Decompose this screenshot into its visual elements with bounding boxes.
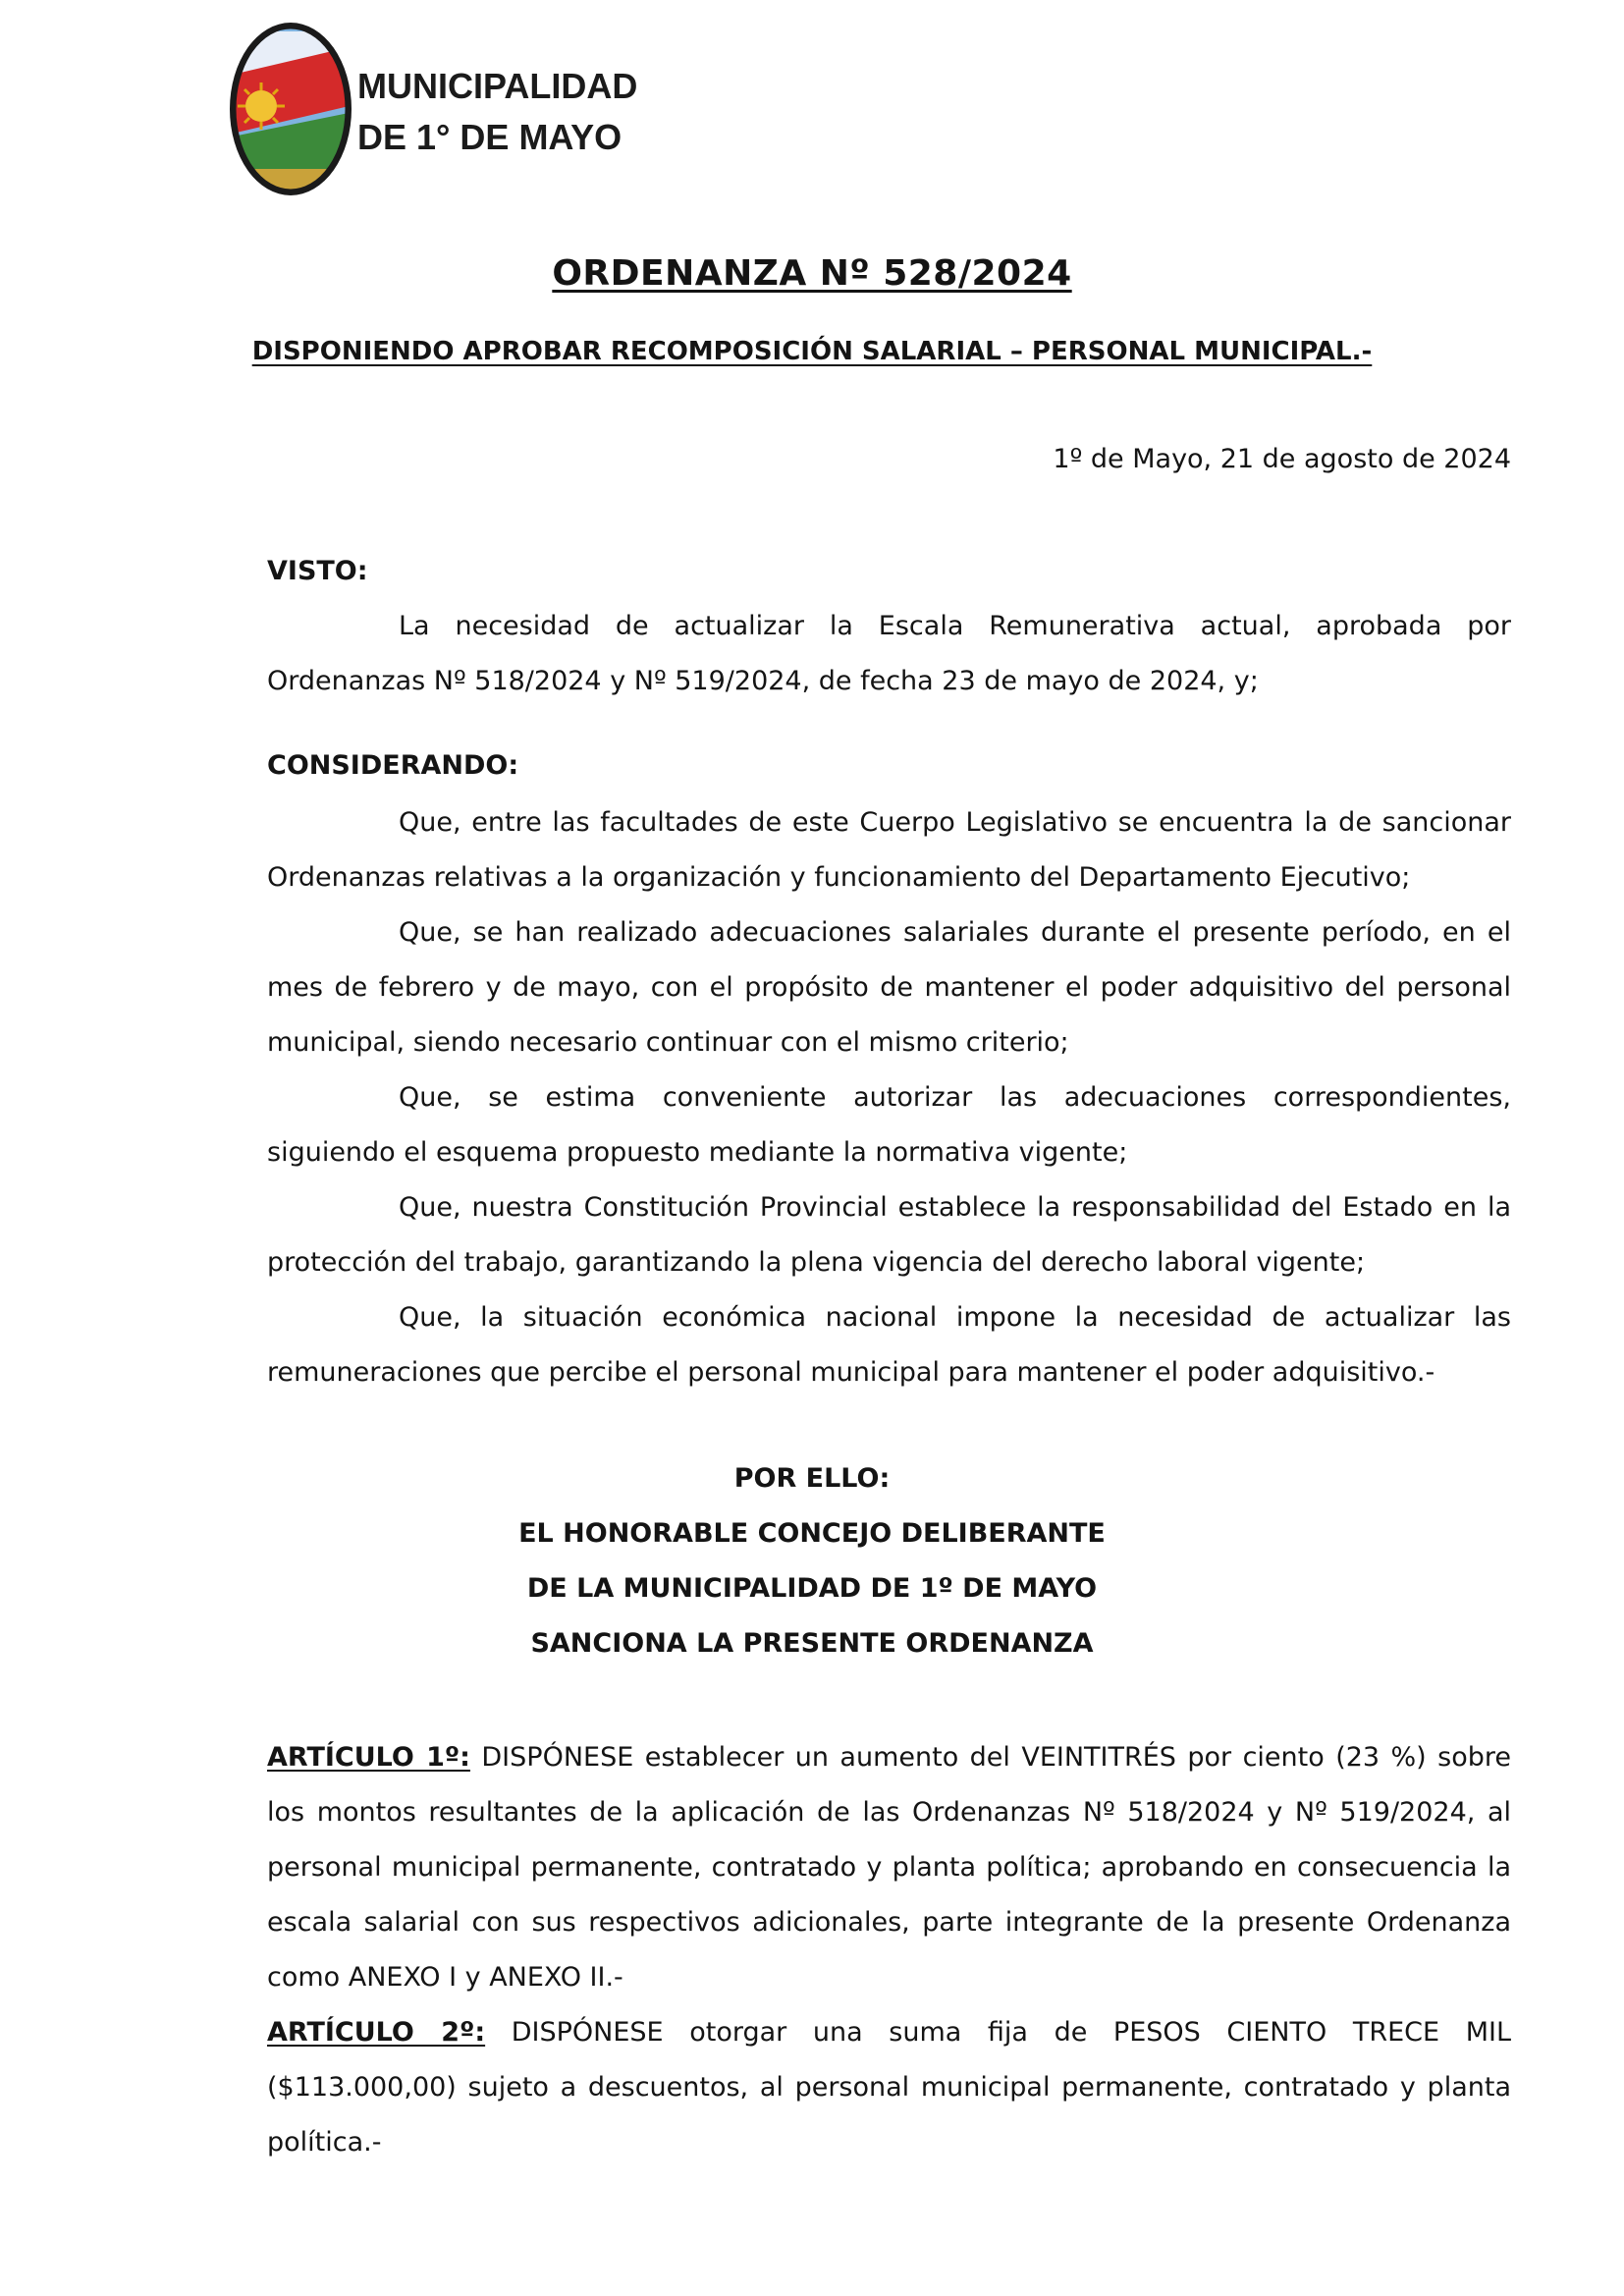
articles-section	[267, 1730, 1511, 2170]
article-2-text: DISPÓNESE otorgar una suma fija de PESOS CIENTO TRECE MIL ($113.000,00) sujeto a descuentos, al personal municipal permanente, contratado y planta política.-	[267, 2017, 1511, 2158]
article-1-text: DISPÓNESE establecer un aumento del VEINTITRÉS por ciento (23 %) sobre los montos resultantes de la aplicación de las Ordenanzas Nº 518/2024 y Nº 519/2024, al personal municipal permanente, contratado y planta política; aprobando en consecuencia la escala salarial con sus respectivos adicionales, parte integrante de la presente Ordenanza como ANEXO I y ANEXO II.-	[267, 1742, 1512, 1993]
considerando-heading: CONSIDERANDO:	[267, 750, 519, 781]
ordinance-title: ORDENANZA Nº 528/2024	[552, 253, 1072, 294]
document-date: 1º de Mayo, 21 de agosto de 2024	[1053, 444, 1511, 474]
article-2	[267, 2005, 1511, 2170]
considerando-paragraph: Que, nuestra Constitución Provincial establece la responsabilidad del Estado en la protección del trabajo, garantizando la plena vigencia del derecho laboral vigente;	[267, 1192, 1511, 1278]
considerando-section	[267, 795, 1511, 1400]
por-ello-line: SANCIONA LA PRESENTE ORDENANZA	[530, 1628, 1094, 1659]
considerando-paragraph: Que, entre las facultades de este Cuerpo Legislativo se encuentra la de sancionar Ordenanzas relativas a la organización y funcionamiento del Departamento Ejecutivo;	[267, 807, 1511, 893]
municipality-line-1: MUNICIPALIDAD	[357, 66, 638, 106]
por-ello-line: POR ELLO:	[733, 1463, 891, 1494]
municipality-name	[357, 61, 637, 163]
visto-heading: VISTO:	[267, 556, 368, 586]
article-1-label: ARTÍCULO 1º:	[267, 1742, 470, 1773]
visto-section	[267, 599, 1511, 709]
municipality-line-2: DE 1° DE MAYO	[357, 117, 623, 157]
por-ello-block	[0, 1451, 1624, 1671]
article-2-label: ARTÍCULO 2º:	[267, 2017, 486, 2048]
por-ello-line: DE LA MUNICIPALIDAD DE 1º DE MAYO	[526, 1573, 1098, 1604]
visto-paragraph: La necesidad de actualizar la Escala Remunerativa actual, aprobada por Ordenanzas Nº 518/2024 y Nº 519/2024, de fecha 23 de mayo de 2024, y;	[267, 611, 1511, 696]
municipal-seal-logo	[228, 22, 353, 196]
por-ello-line: EL HONORABLE CONCEJO DELIBERANTE	[518, 1518, 1106, 1549]
considerando-paragraph: Que, la situación económica nacional impone la necesidad de actualizar las remuneraciones que percibe el personal municipal para mantener el poder adquisitivo.-	[267, 1302, 1511, 1388]
ordinance-subtitle: DISPONIENDO APROBAR RECOMPOSICIÓN SALARIAL – PERSONAL MUNICIPAL.-	[251, 337, 1373, 366]
considerando-paragraph: Que, se han realizado adecuaciones salariales durante el presente período, en el mes de febrero y de mayo, con el propósito de mantener el poder adquisitivo del personal municipal, siendo necesario continuar con el mismo criterio;	[267, 917, 1511, 1058]
article-1	[267, 1730, 1511, 2005]
considerando-paragraph: Que, se estima conveniente autorizar las adecuaciones correspondientes, siguiendo el esquema propuesto mediante la normativa vigente;	[267, 1082, 1511, 1168]
